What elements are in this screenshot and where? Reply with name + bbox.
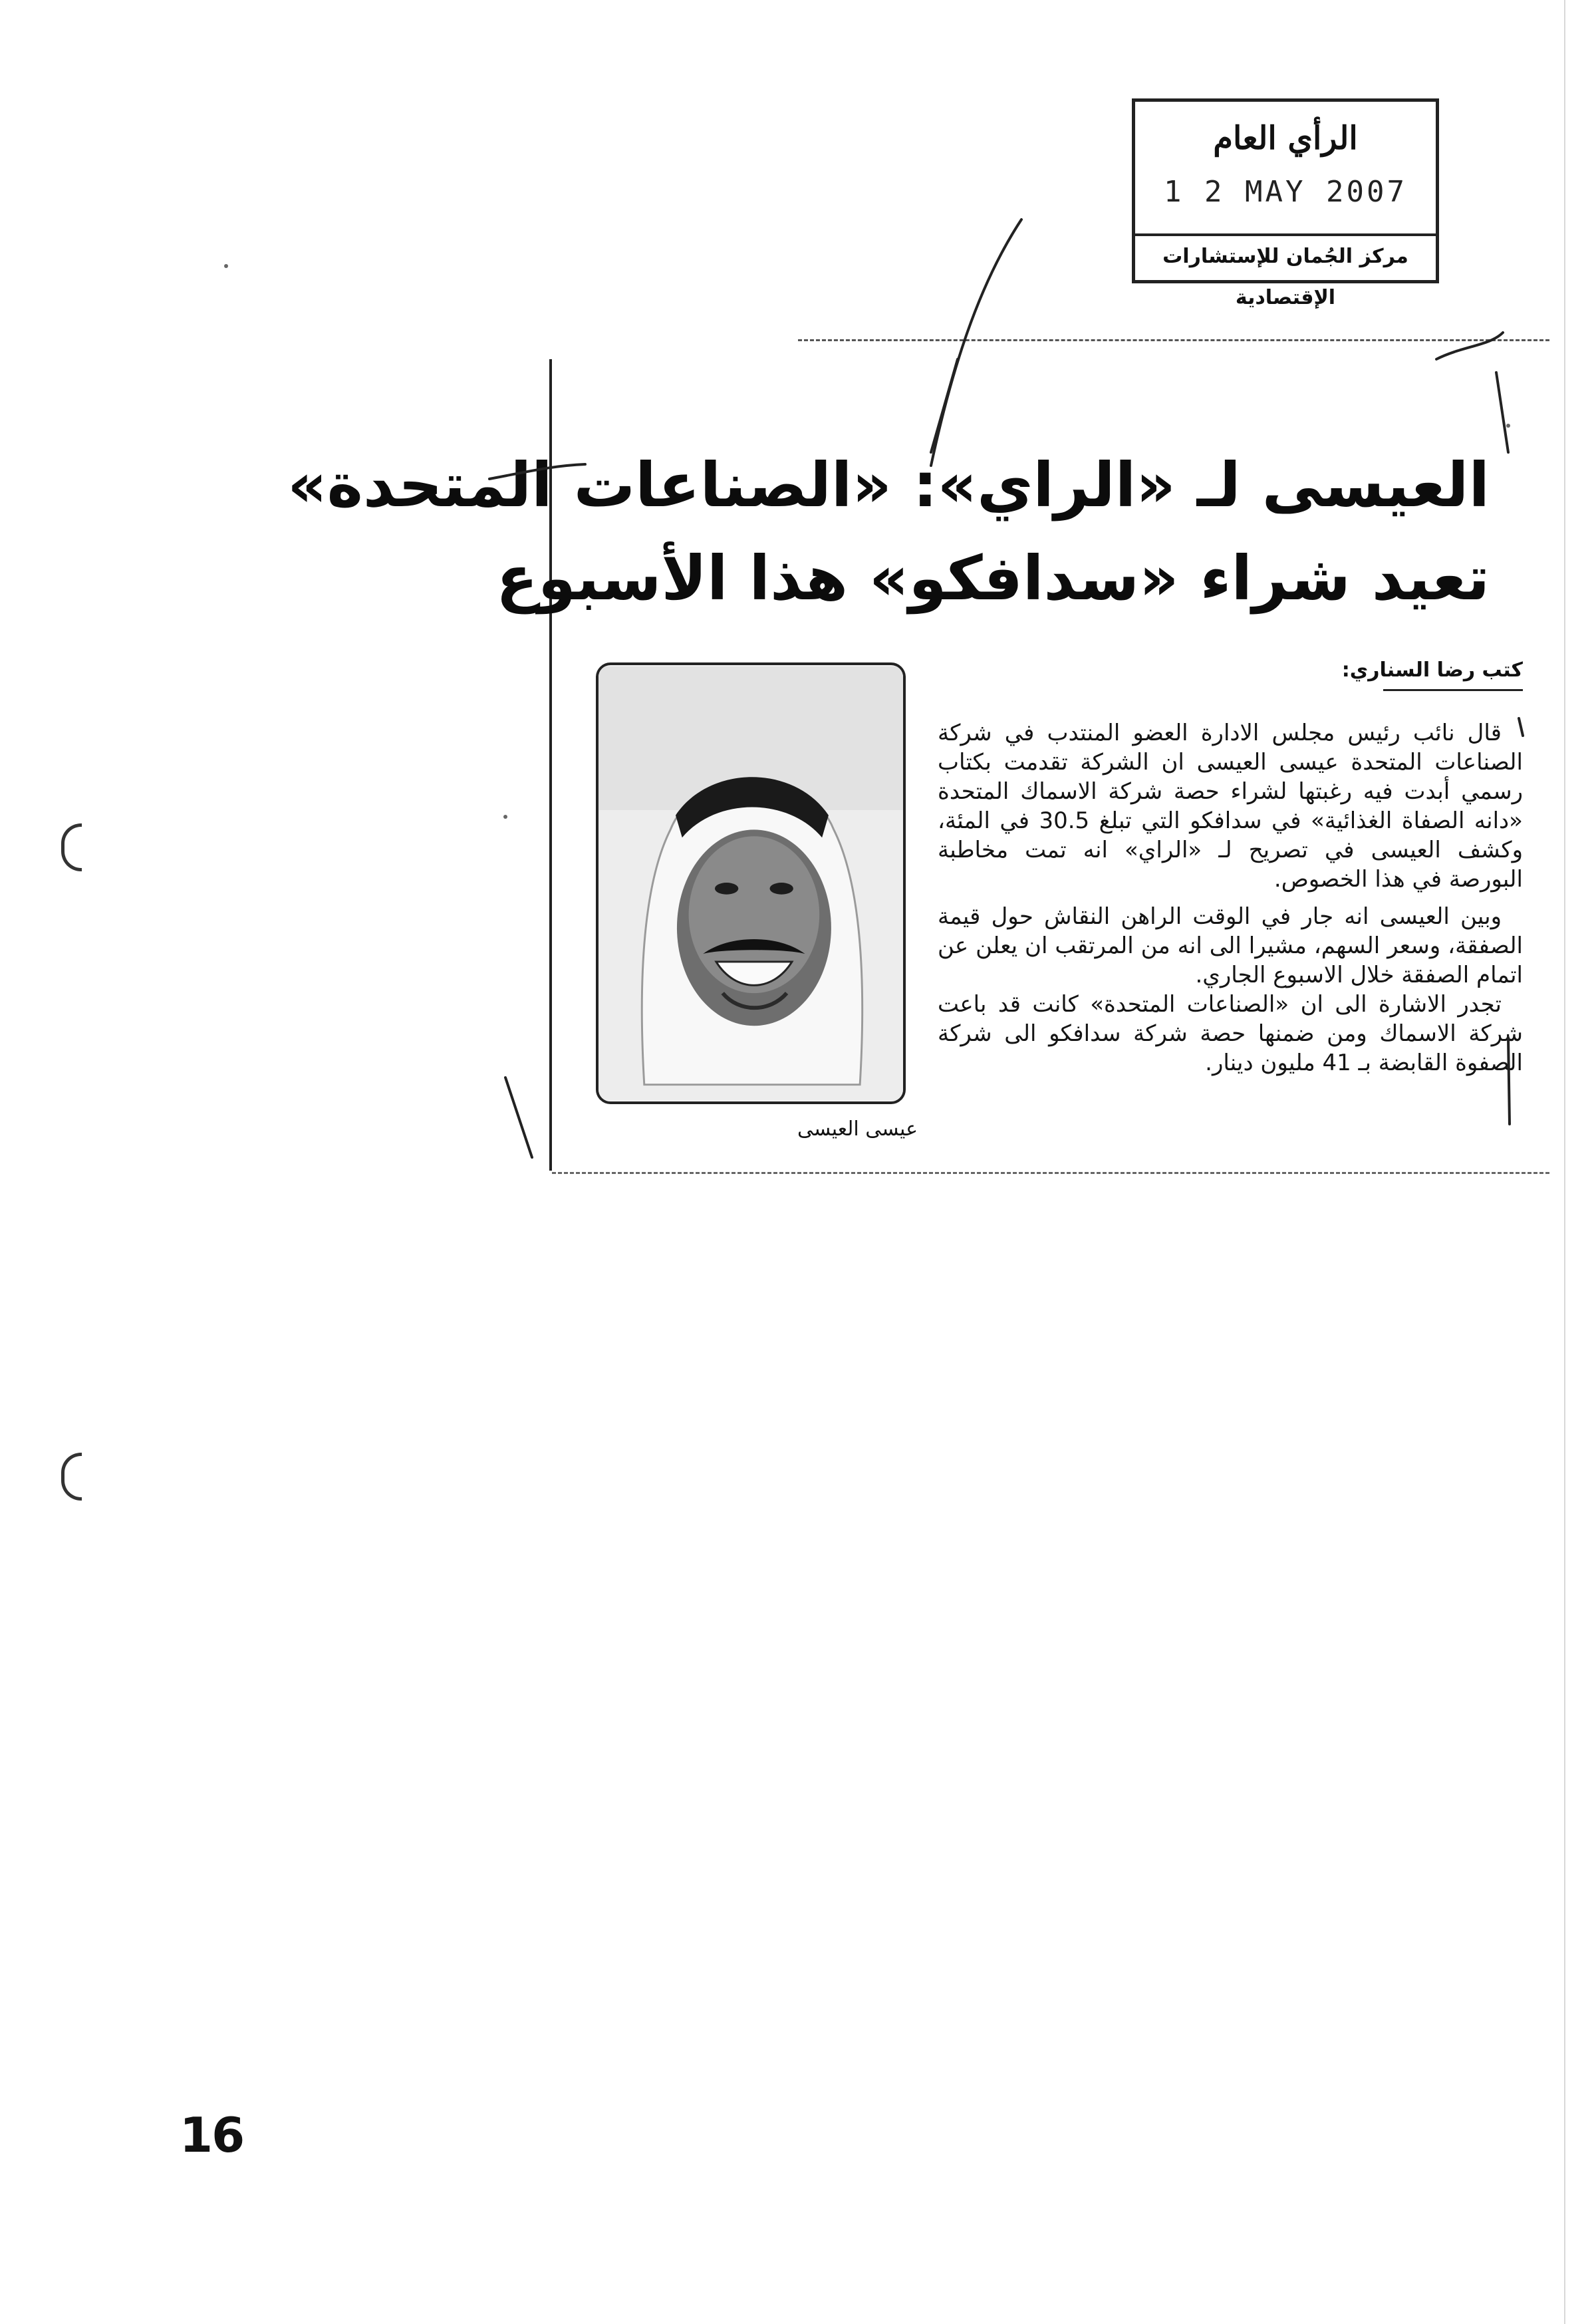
- portrait-illustration: [598, 665, 903, 1101]
- article-body: [938, 718, 1523, 1078]
- paragraph-3: تجدر الاشارة الى ان «الصناعات المتحدة» كانت قد باعت شركة الاسماك ومن ضمنها حصة شركة سدافكو الى شركة الصفوة القابضة بـ 41 مليون دينار.: [938, 991, 1523, 1076]
- stamp-logo: الرأي العام: [1213, 120, 1358, 157]
- headline-line-1: العيسى لـ «الراي»: «الصناعات المتحدة»: [287, 450, 1490, 521]
- portrait-photo: [596, 662, 906, 1104]
- clipping-bottom-edge: [552, 1172, 1549, 1174]
- page-number: 16: [180, 2107, 244, 2163]
- paragraph-2: وبين العيسى انه جار في الوقت الراهن النقاش حول قيمة الصفقة، وسعر السهم، مشيرا الى انه من المرتقب ان يعلن عن اتمام الصفقة خلال الاسبوع الجاري.: [938, 903, 1523, 988]
- photo-caption: عيسى العيسى: [797, 1117, 918, 1141]
- date-stamp: [1132, 98, 1439, 309]
- binder-hole-top: [61, 823, 82, 871]
- byline: كتب رضا السناري:: [1341, 658, 1523, 682]
- stamp-date: 1 2 MAY 2007: [1164, 175, 1407, 209]
- stamp-footer: مركز الجُمان للإستشارات الإقتصادية: [1135, 233, 1436, 280]
- clipping-top-edge: [798, 339, 1549, 341]
- byline-rule: [1383, 689, 1523, 691]
- scan-edge: [1564, 0, 1565, 2324]
- headline-line-2: تعيد شراء «سدافكو» هذا الأسبوع: [495, 543, 1490, 614]
- binder-hole-bottom: [61, 1453, 82, 1501]
- paragraph-1: قال نائب رئيس مجلس الادارة العضو المنتدب في شركة الصناعات المتحدة عيسى العيسى ان الشركة تقدمت بكتاب رسمي أبدت فيه رغبتها لشراء حصة شركة الاسماك المتحدة «دانه الصفاة الغذائية» في سدافكو التي تبلغ 30.5 في المئة، وكشف العيسى في تصريح لـ «الراي» انه تمت مخاطبة البورصة في هذا الخصوص.: [938, 720, 1523, 893]
